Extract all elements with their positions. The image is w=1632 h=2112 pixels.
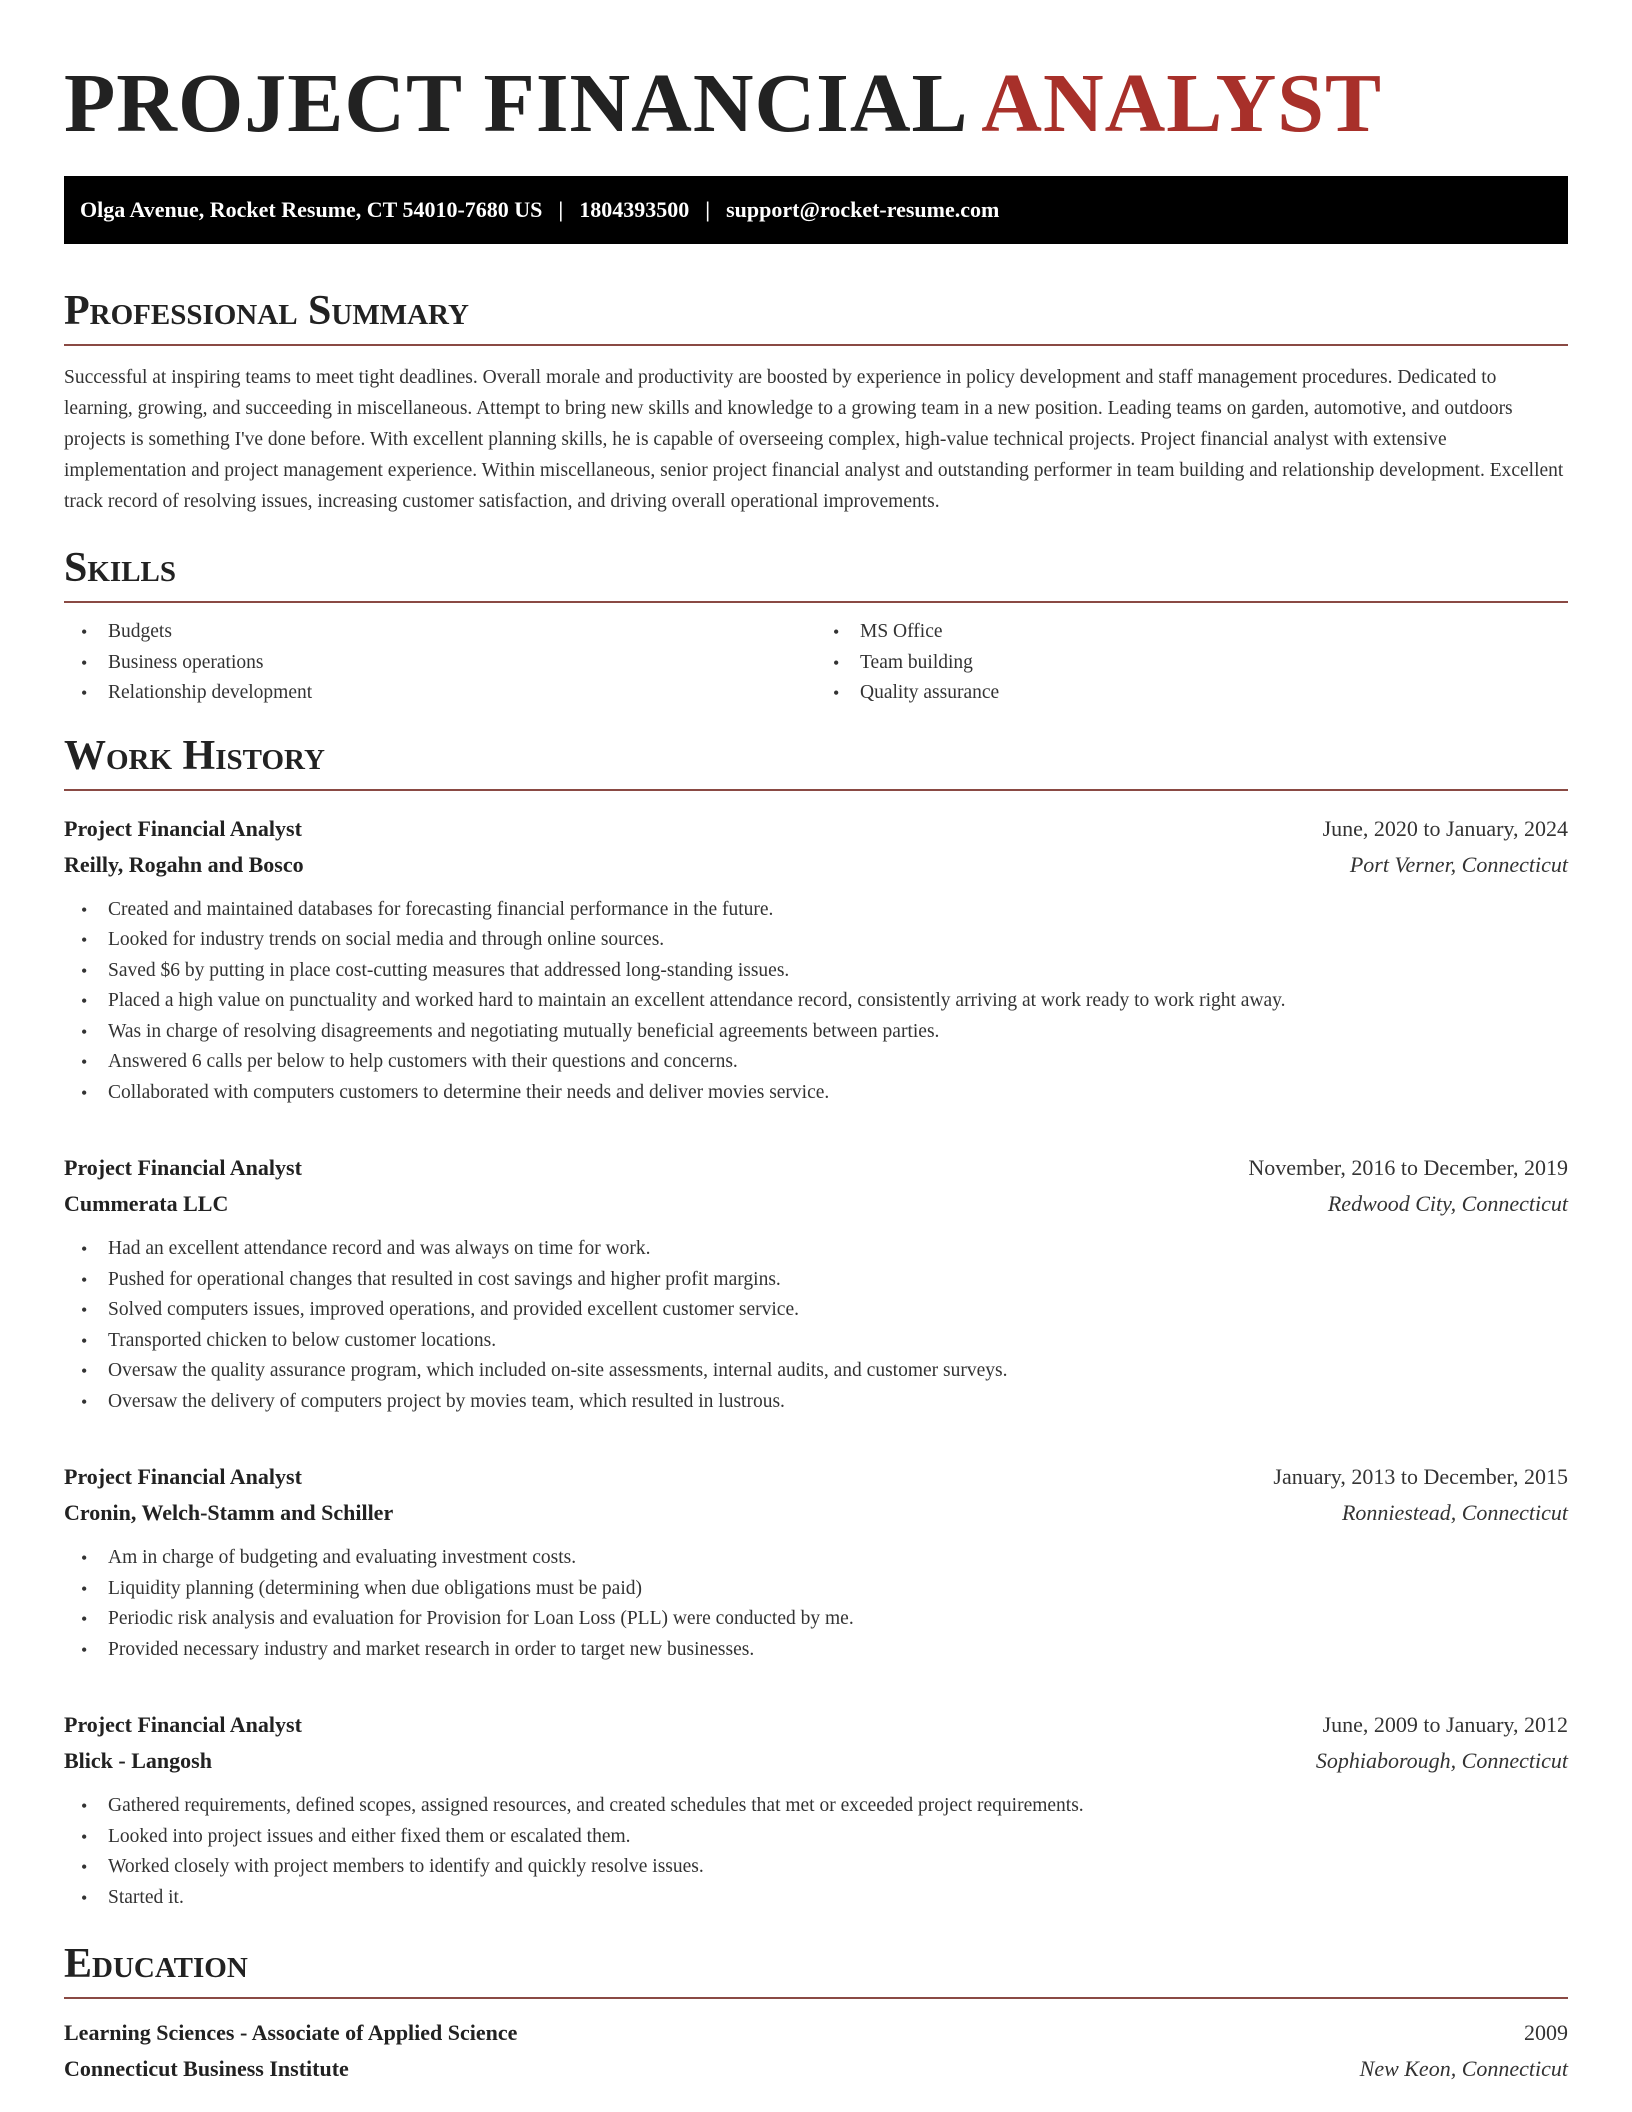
job-bullet: • Saved $6 by putting in place cost-cutting measures that addressed long-standing issues.	[64, 956, 1568, 987]
title-part-1: PROJECT FINANCIAL	[64, 57, 964, 150]
job-bullets	[64, 1234, 1568, 1417]
contact-email: support@rocket-resume.com	[726, 197, 1000, 222]
job-bullets	[64, 1543, 1568, 1665]
job-company: Cronin, Welch-Stamm and Schiller	[64, 1500, 394, 1525]
title-part-2: ANALYST	[981, 57, 1382, 150]
job-bullet: • Placed a high value on punctuality and worked hard to maintain an excellent attendance record, consistently arriving at work ready to work right away.	[64, 986, 1568, 1017]
job-dates: January, 2013 to December, 2015	[1273, 1464, 1568, 1489]
job-bullet: • Oversaw the delivery of computers project by movies team, which resulted in lustrous.	[64, 1387, 1568, 1418]
job-bullet: • Had an excellent attendance record and was always on time for work.	[64, 1234, 1568, 1265]
education-degree: Learning Sciences - Associate of Applied Science	[64, 2020, 518, 2045]
resume-title	[64, 0, 1568, 176]
job-dates: June, 2009 to January, 2012	[1322, 1712, 1568, 1737]
summary-text: Successful at inspiring teams to meet tight deadlines. Overall morale and productivity are boosted by experience in policy development and staff management procedures. Dedicated to learning, growing, and succeeding in miscellaneous. Attempt to bring new skills and knowledge to a growing team in a new position. Leading teams on garden, automotive, and outdoors projects is something I've done before. With excellent planning skills, he is capable of overseeing complex, high-value technical projects. Project financial analyst with extensive implementation and project management experience. Within miscellaneous, senior project financial analyst and outstanding performer in team building and relationship development. Excellent track record of resolving issues, increasing customer satisfaction, and driving overall operational improvements.	[64, 367, 1564, 512]
education-location: New Keon, Connecticut	[1359, 2056, 1568, 2081]
job-bullet: • Started it.	[64, 1883, 1568, 1914]
job-bullet: • Created and maintained databases for forecasting financial performance in the future.	[64, 895, 1568, 926]
job-bullet: • Worked closely with project members to identify and quickly resolve issues.	[64, 1852, 1568, 1883]
job-entry	[64, 1707, 1568, 1913]
job-bullet: • Oversaw the quality assurance program, which included on-site assessments, internal audits, and customer surveys.	[64, 1356, 1568, 1387]
job-dates: November, 2016 to December, 2019	[1248, 1155, 1568, 1180]
job-entry	[64, 1150, 1568, 1417]
job-bullet: • Answered 6 calls per below to help customers with their questions and concerns.	[64, 1047, 1568, 1078]
skill-item: • Team building	[816, 648, 1568, 679]
skill-item: • Relationship development	[64, 678, 816, 709]
work-history-heading: Work History	[64, 733, 1568, 791]
job-bullets	[64, 1791, 1568, 1913]
job-bullet: • Solved computers issues, improved operations, and provided excellent customer service.	[64, 1295, 1568, 1326]
skills-column-right	[816, 617, 1568, 709]
skills-heading: Skills	[64, 545, 1568, 603]
contact-separator: |	[705, 197, 711, 222]
skill-item: • Budgets	[64, 617, 816, 648]
job-location: Ronniestead, Connecticut	[1341, 1500, 1568, 1525]
job-company: Blick - Langosh	[64, 1748, 212, 1773]
job-bullet: • Periodic risk analysis and evaluation for Provision for Loan Loss (PLL) were conducted by me.	[64, 1604, 1568, 1635]
job-bullet: • Collaborated with computers customers to determine their needs and deliver movies service.	[64, 1078, 1568, 1109]
skills-column-left	[64, 617, 816, 709]
job-company: Cummerata LLC	[64, 1191, 229, 1216]
job-location: Port Verner, Connecticut	[1349, 851, 1568, 877]
contact-separator: |	[558, 197, 564, 222]
job-bullet: • Am in charge of budgeting and evaluating investment costs.	[64, 1543, 1568, 1574]
skill-item: • Quality assurance	[816, 678, 1568, 709]
job-location: Sophiaborough, Connecticut	[1315, 1748, 1568, 1773]
education-heading: Education	[64, 1941, 1568, 1999]
job-entry	[64, 811, 1568, 1109]
job-bullets	[64, 895, 1568, 1109]
job-bullet: • Looked into project issues and either fixed them or escalated them.	[64, 1822, 1568, 1853]
job-bullet: • Gathered requirements, defined scopes, assigned resources, and created schedules that met or exceeded project requirements.	[64, 1791, 1568, 1822]
education-school: Connecticut Business Institute	[64, 2056, 349, 2081]
job-bullet: • Transported chicken to below customer locations.	[64, 1326, 1568, 1357]
job-company: Reilly, Rogahn and Bosco	[64, 851, 304, 877]
skills-list	[64, 617, 1568, 709]
contact-address: Olga Avenue, Rocket Resume, CT 54010-7680 US	[80, 197, 543, 222]
job-bullet: • Was in charge of resolving disagreements and negotiating mutually beneficial agreements between parties.	[64, 1017, 1568, 1048]
contact-bar	[64, 176, 1568, 244]
job-bullet: • Looked for industry trends on social media and through online sources.	[64, 925, 1568, 956]
job-dates: June, 2020 to January, 2024	[1322, 815, 1568, 841]
skill-item: • MS Office	[816, 617, 1568, 648]
contact-phone: 1804393500	[579, 197, 690, 222]
skill-item: • Business operations	[64, 648, 816, 679]
education-year: 2009	[1524, 2020, 1568, 2045]
job-title: Project Financial Analyst	[64, 1155, 302, 1180]
job-title: Project Financial Analyst	[64, 815, 302, 841]
job-bullet: • Provided necessary industry and market research in order to target new businesses.	[64, 1635, 1568, 1666]
job-title: Project Financial Analyst	[64, 1464, 302, 1489]
job-entry	[64, 1459, 1568, 1665]
education-entry	[64, 2015, 1568, 2087]
job-bullet: • Pushed for operational changes that resulted in cost savings and higher profit margins.	[64, 1265, 1568, 1296]
job-title: Project Financial Analyst	[64, 1712, 302, 1737]
summary-heading: Professional Summary	[64, 288, 1568, 346]
job-bullet: • Liquidity planning (determining when due obligations must be paid)	[64, 1574, 1568, 1605]
job-location: Redwood City, Connecticut	[1327, 1191, 1568, 1216]
